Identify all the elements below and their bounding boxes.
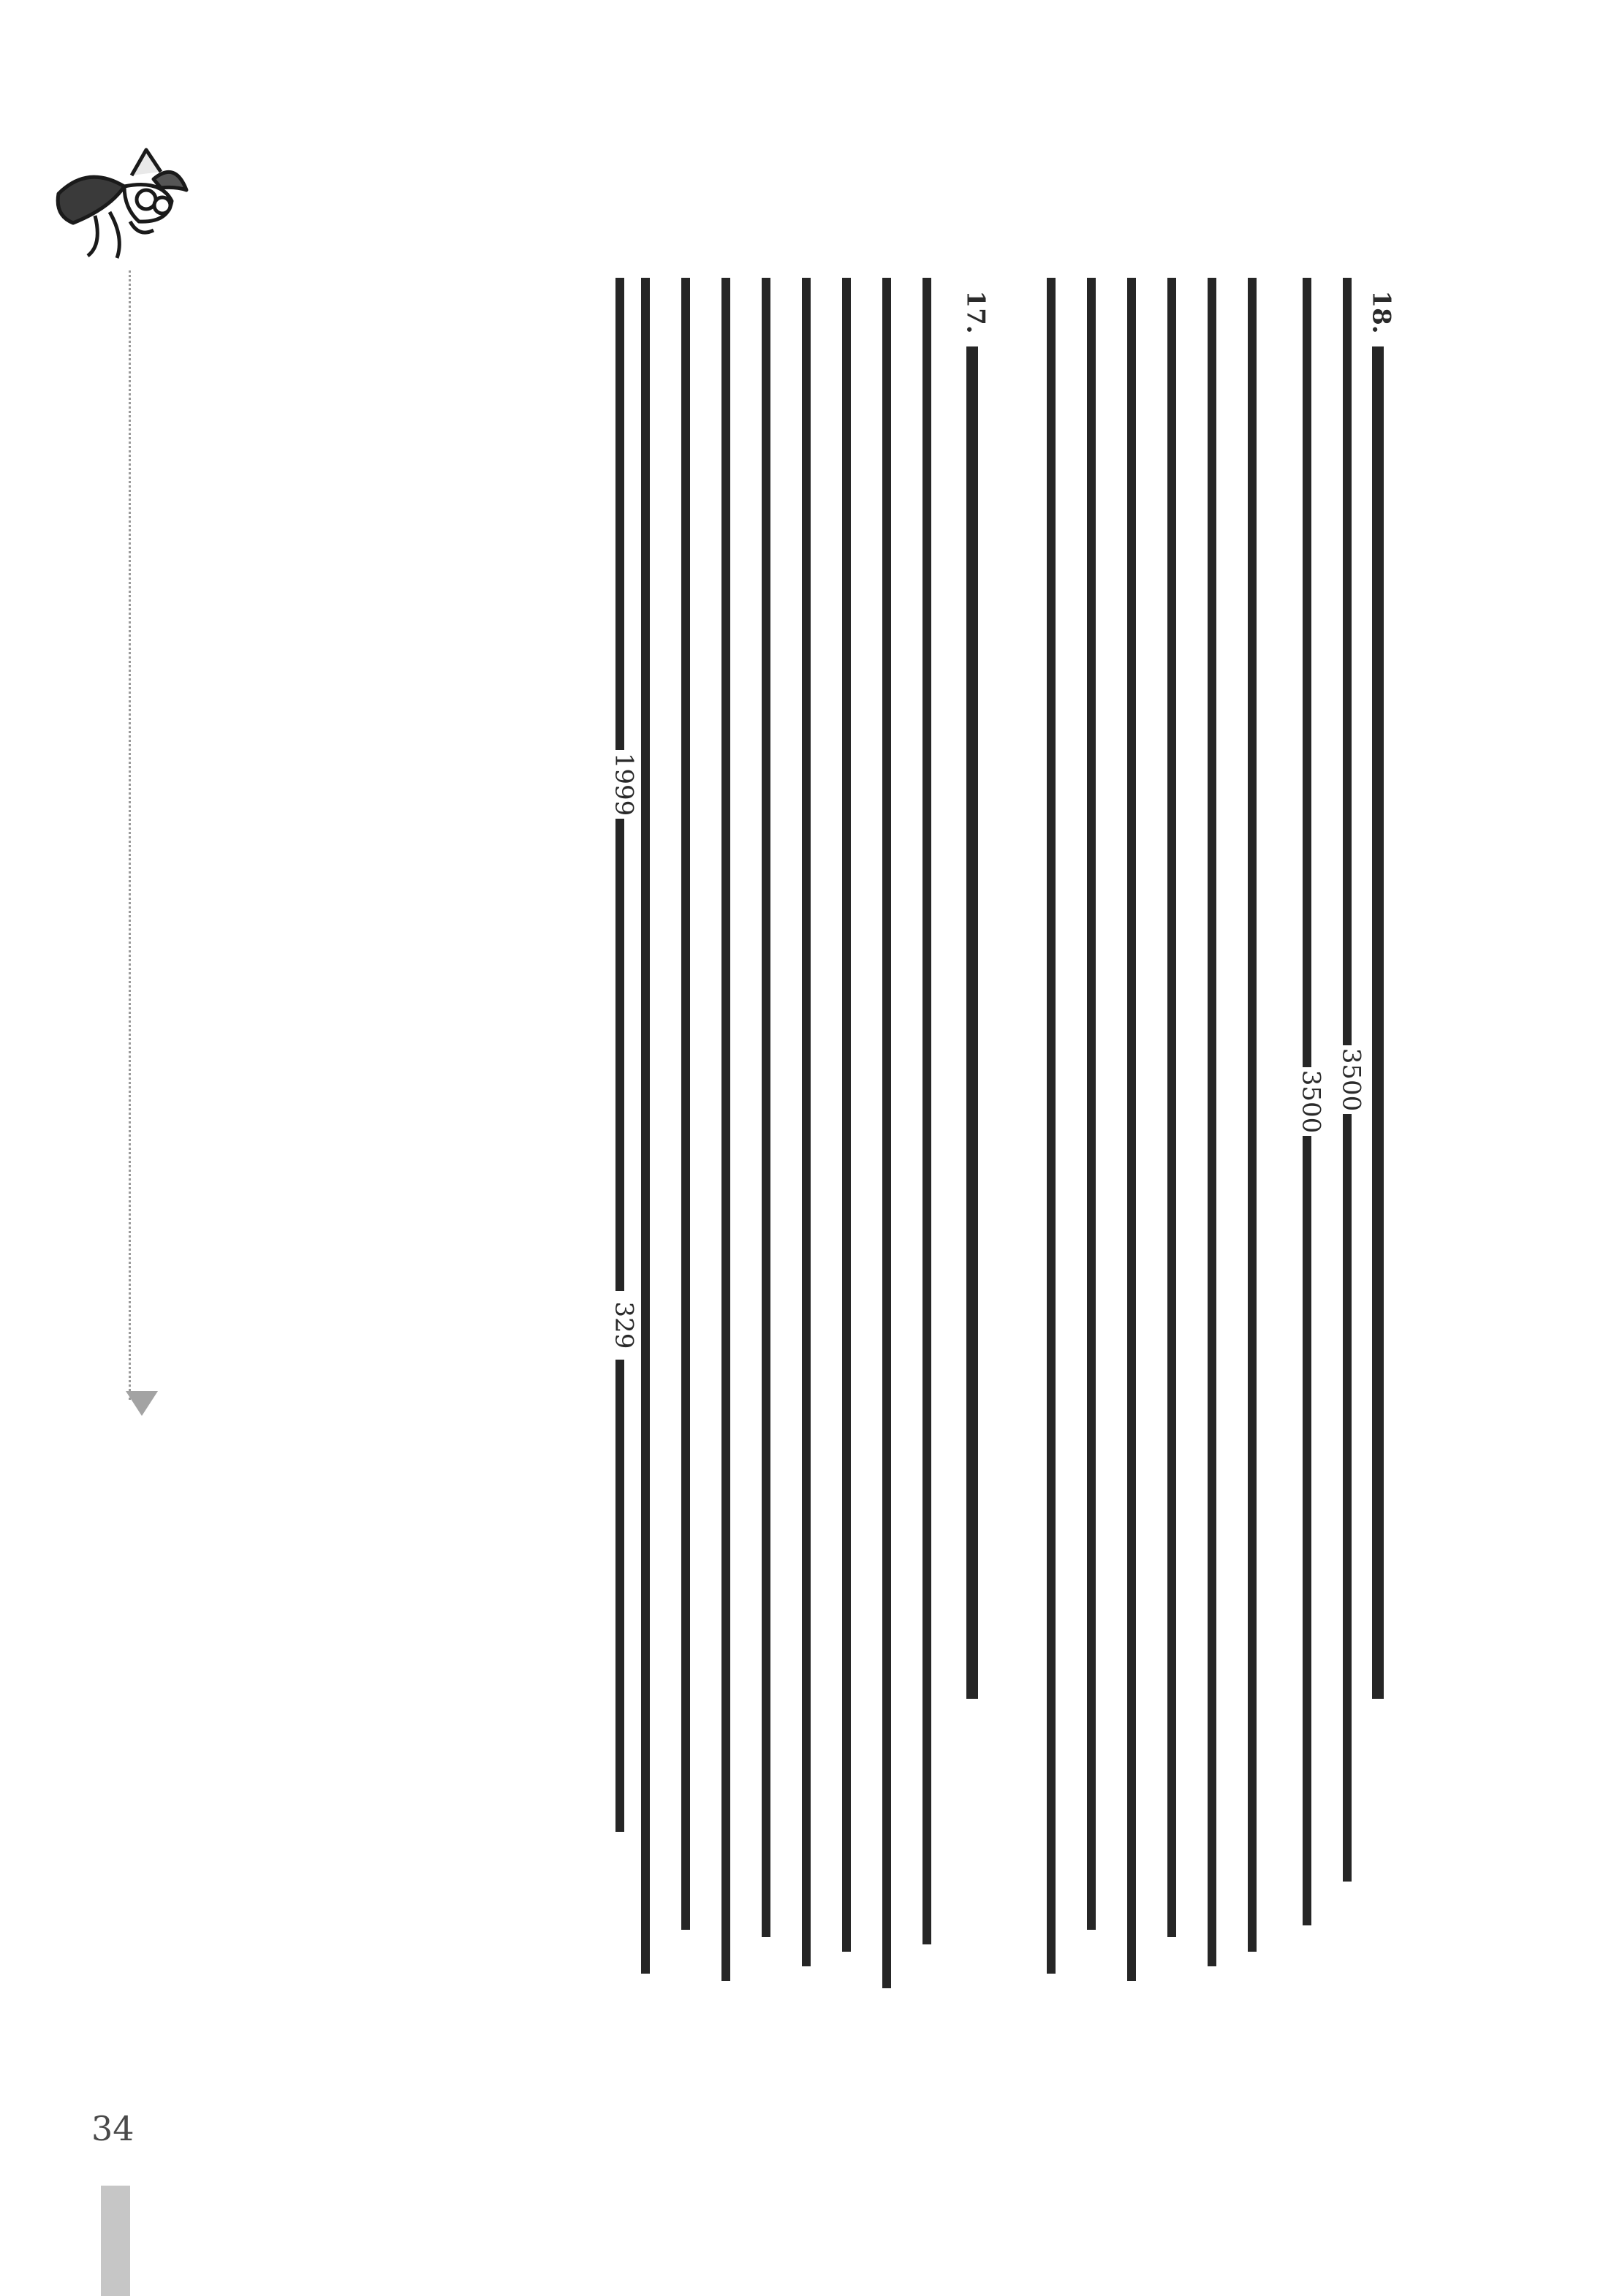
column-text	[1087, 278, 1110, 1930]
text-column	[793, 278, 827, 2076]
text-column	[833, 278, 867, 2076]
column-text	[842, 278, 865, 1952]
dotted-divider	[129, 270, 131, 1400]
inline-number: 3500	[1336, 1047, 1366, 1112]
column-text	[802, 278, 825, 1966]
column-text	[922, 278, 946, 1944]
question-heading	[954, 278, 988, 2076]
column-text	[1047, 278, 1070, 1974]
column-text-continued	[1343, 1114, 1366, 1882]
text-column	[1239, 278, 1273, 2076]
question-number: 18.	[1366, 290, 1396, 334]
column-text	[721, 278, 745, 1981]
column-text	[615, 278, 639, 750]
column-text	[1167, 278, 1191, 1937]
text-column	[914, 278, 947, 2076]
column-text	[882, 278, 906, 1988]
text-column	[874, 278, 907, 2076]
column-text-continued	[615, 819, 639, 1291]
column-text-continued	[615, 1360, 639, 1832]
column-text	[681, 278, 705, 1930]
text-column	[672, 278, 706, 2076]
column-text-continued	[1303, 1136, 1326, 1925]
text-column	[1038, 278, 1072, 2076]
left-margin	[0, 0, 168, 2296]
inline-number: 1999	[609, 752, 639, 817]
vertical-text-body	[208, 278, 1396, 2149]
running-header	[79, 289, 111, 1356]
inline-number: 3500	[1296, 1069, 1326, 1134]
column-text	[1343, 278, 1366, 1045]
question-heading-text	[966, 346, 993, 1699]
inline-number: 329	[609, 1301, 639, 1349]
column-text	[1127, 278, 1151, 1981]
text-column	[1199, 278, 1232, 2076]
column-text	[641, 278, 664, 1974]
triangle-marker-icon	[126, 1391, 158, 1416]
text-column	[1159, 278, 1192, 2076]
question-heading-text	[1372, 346, 1398, 1699]
column-text	[1303, 278, 1326, 1067]
text-column	[713, 278, 746, 2076]
text-column	[1279, 278, 1326, 2076]
column-text	[1208, 278, 1231, 1966]
column-text	[762, 278, 785, 1937]
page-edge-tab	[101, 2186, 130, 2296]
question-number: 17.	[961, 290, 990, 334]
text-column	[1078, 278, 1112, 2076]
text-column	[1118, 278, 1152, 2076]
column-text	[1248, 278, 1271, 1952]
text-column	[592, 278, 639, 2076]
text-column	[753, 278, 787, 2076]
boy-with-glasses-and-beanie-icon	[44, 135, 194, 263]
page-number: 34	[91, 2109, 134, 2148]
